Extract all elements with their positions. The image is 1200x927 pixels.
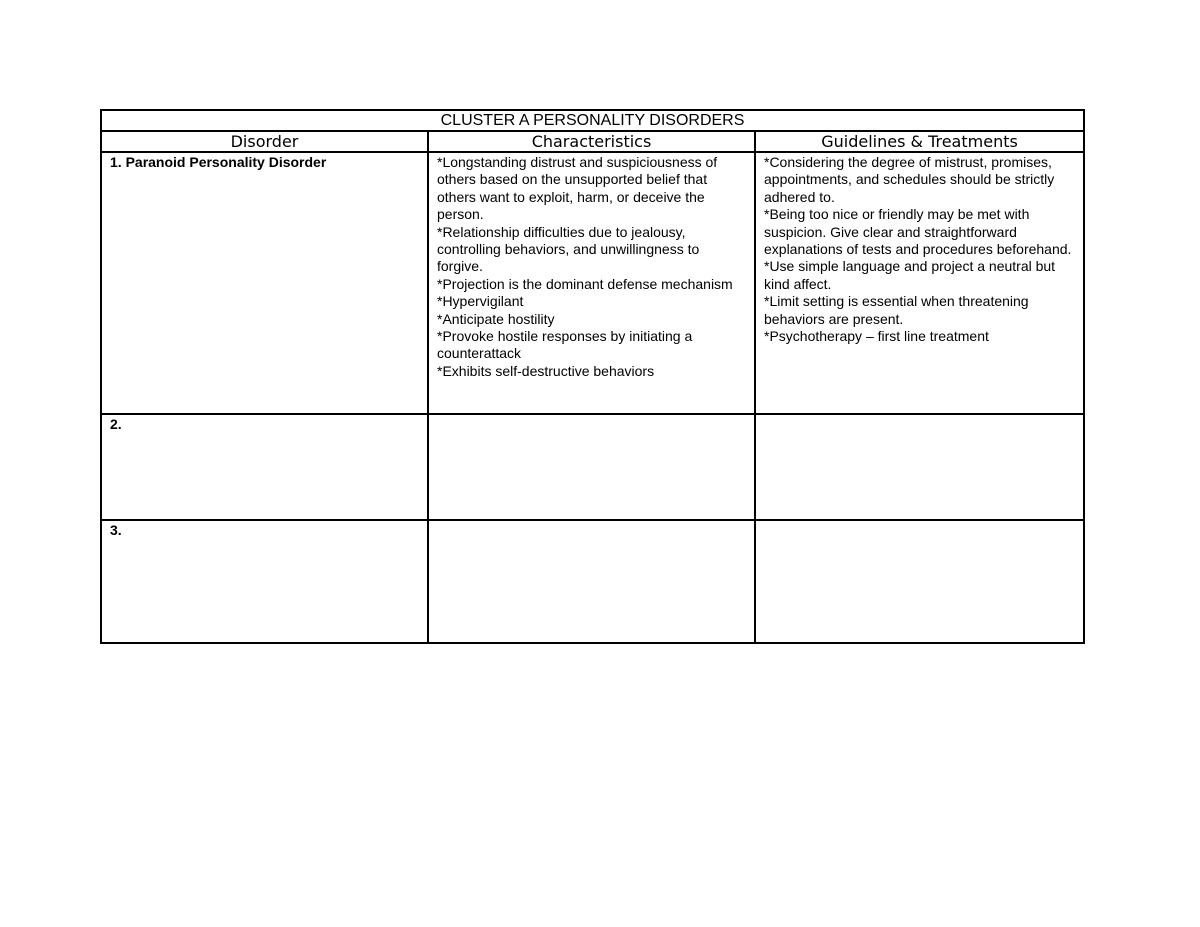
disorder-name: 1. Paranoid Personality Disorder	[110, 154, 327, 170]
table-row	[101, 152, 1084, 414]
table-row	[101, 414, 1084, 520]
characteristic-item: *Longstanding distrust and suspiciousness of others based on the unsupported belief that others want to exploit, harm, or deceive the person.	[437, 154, 718, 223]
characteristic-item: *Hypervigilant	[437, 293, 524, 310]
characteristics-cell	[428, 414, 755, 520]
characteristics-cell	[428, 152, 755, 414]
disorder-cell	[101, 414, 428, 520]
disorder-cell	[101, 520, 428, 643]
guideline-item: *Limit setting is essential when threatening behaviors are present.	[764, 293, 1029, 327]
guideline-item: *Considering the degree of mistrust, promises, appointments, and schedules should be strictly adhered to.	[764, 154, 1055, 205]
guidelines-cell	[755, 520, 1084, 643]
header-disorder: Disorder	[101, 131, 428, 152]
disorder-cell	[101, 152, 428, 414]
guideline-item: *Psychotherapy – first line treatment	[764, 328, 989, 345]
disorder-name: 2.	[110, 416, 122, 432]
characteristic-item: *Projection is the dominant defense mechanism	[437, 275, 733, 292]
cluster-a-table	[100, 109, 1085, 644]
characteristics-cell	[428, 520, 755, 643]
characteristic-item: *Exhibits self-destructive behaviors	[437, 362, 655, 379]
header-guidelines: Guidelines & Treatments	[755, 131, 1084, 152]
characteristic-item: *Anticipate hostility	[437, 310, 555, 327]
guideline-item: *Being too nice or friendly may be met with suspicion. Give clear and straightforward explanations of tests and procedures beforehand.	[764, 206, 1072, 258]
header-characteristics: Characteristics	[428, 131, 755, 152]
table-row	[101, 520, 1084, 643]
table-title: CLUSTER A PERSONALITY DISORDERS	[101, 110, 1084, 131]
guidelines-cell	[755, 152, 1084, 414]
disorder-name: 3.	[110, 522, 122, 538]
guideline-item: *Use simple language and project a neutral but kind affect.	[764, 258, 1056, 292]
characteristic-item: *Provoke hostile responses by initiating a counterattack	[437, 328, 693, 362]
characteristic-item: *Relationship difficulties due to jealousy, controlling behaviors, and unwillingness to forgive.	[437, 223, 700, 275]
guidelines-cell	[755, 414, 1084, 520]
